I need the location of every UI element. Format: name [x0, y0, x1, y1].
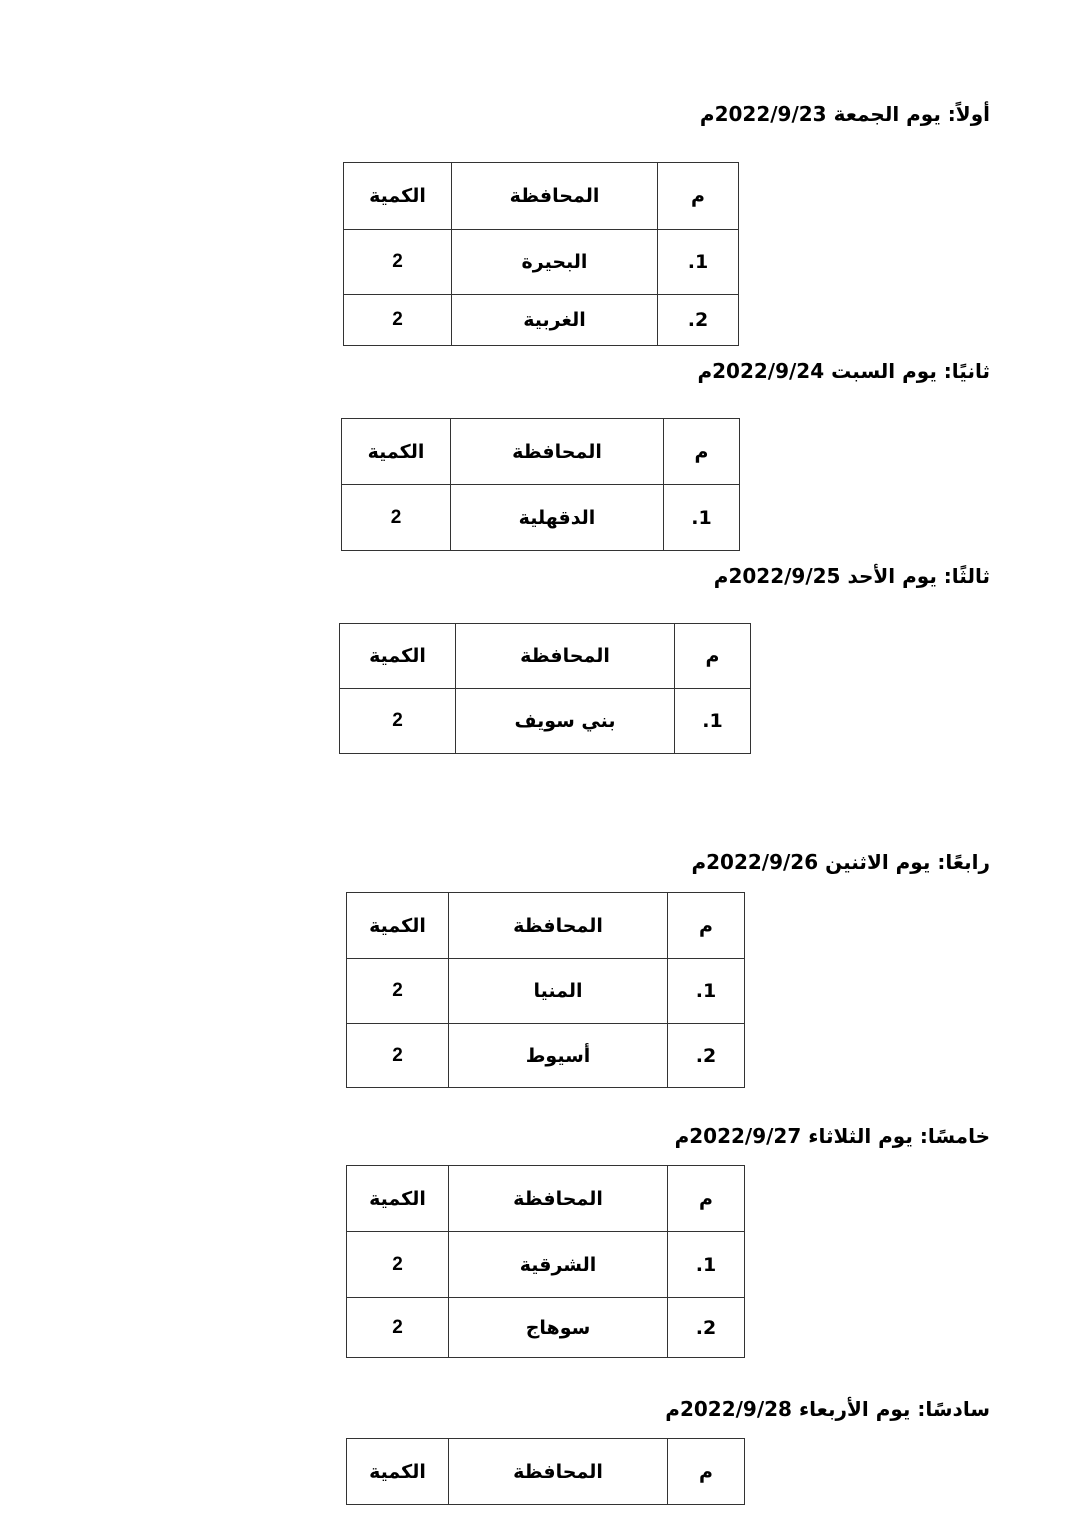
table-row [347, 1024, 745, 1088]
table-row [342, 485, 740, 551]
header-quantity: الكمية [340, 624, 456, 689]
header-index: م [658, 163, 739, 230]
section-heading-4: رابعًا: يوم الاثنين 2022/9/26م [691, 850, 990, 874]
header-governorate: المحافظة [449, 893, 668, 959]
table-header-row [347, 1166, 745, 1232]
row-quantity: 2 [347, 959, 449, 1024]
row-index: 1. [658, 230, 739, 295]
table-header-row [344, 163, 739, 230]
row-quantity: 2 [347, 1024, 449, 1088]
row-index: 2. [658, 295, 739, 346]
row-quantity: 2 [344, 230, 452, 295]
row-governorate: البحيرة [452, 230, 658, 295]
table-row [344, 295, 739, 346]
row-governorate: الدقهلية [451, 485, 664, 551]
row-governorate: أسيوط [449, 1024, 668, 1088]
table-row [347, 1298, 745, 1358]
header-index: م [664, 419, 740, 485]
row-index: 1. [675, 689, 751, 754]
schedule-table-5 [346, 1165, 745, 1358]
row-governorate: الغربية [452, 295, 658, 346]
header-governorate: المحافظة [449, 1166, 668, 1232]
header-quantity: الكمية [344, 163, 452, 230]
section-heading-6: سادسًا: يوم الأربعاء 2022/9/28م [665, 1397, 990, 1421]
header-governorate: المحافظة [451, 419, 664, 485]
section-heading-3: ثالثًا: يوم الأحد 2022/9/25م [713, 564, 990, 588]
row-quantity: 2 [347, 1232, 449, 1298]
row-quantity: 2 [347, 1298, 449, 1358]
schedule-table-2 [341, 418, 740, 551]
row-governorate: المنيا [449, 959, 668, 1024]
header-index: م [668, 1166, 745, 1232]
row-index: 1. [668, 1232, 745, 1298]
schedule-table-1 [343, 162, 739, 346]
schedule-table-3 [339, 623, 751, 754]
table-row [340, 689, 751, 754]
header-index: م [668, 893, 745, 959]
table-header-row [347, 1439, 745, 1505]
header-quantity: الكمية [347, 1166, 449, 1232]
header-index: م [675, 624, 751, 689]
header-governorate: المحافظة [456, 624, 675, 689]
row-governorate: سوهاج [449, 1298, 668, 1358]
section-heading-1: أولاً: يوم الجمعة 2022/9/23م [699, 102, 990, 126]
header-quantity: الكمية [347, 893, 449, 959]
table-row [344, 230, 739, 295]
header-governorate: المحافظة [449, 1439, 668, 1505]
row-index: 1. [664, 485, 740, 551]
row-index: 2. [668, 1298, 745, 1358]
header-governorate: المحافظة [452, 163, 658, 230]
header-quantity: الكمية [347, 1439, 449, 1505]
header-quantity: الكمية [342, 419, 451, 485]
row-quantity: 2 [344, 295, 452, 346]
table-row [347, 959, 745, 1024]
table-row [347, 1232, 745, 1298]
header-index: م [668, 1439, 745, 1505]
row-quantity: 2 [340, 689, 456, 754]
row-index: 1. [668, 959, 745, 1024]
row-governorate: الشرقية [449, 1232, 668, 1298]
row-governorate: بني سويف [456, 689, 675, 754]
row-quantity: 2 [342, 485, 451, 551]
table-header-row [340, 624, 751, 689]
row-index: 2. [668, 1024, 745, 1088]
section-heading-2: ثانيًا: يوم السبت 2022/9/24م [697, 359, 990, 383]
table-header-row [342, 419, 740, 485]
schedule-table-6 [346, 1438, 745, 1505]
table-header-row [347, 893, 745, 959]
section-heading-5: خامسًا: يوم الثلاثاء 2022/9/27م [674, 1124, 990, 1148]
schedule-table-4 [346, 892, 745, 1088]
